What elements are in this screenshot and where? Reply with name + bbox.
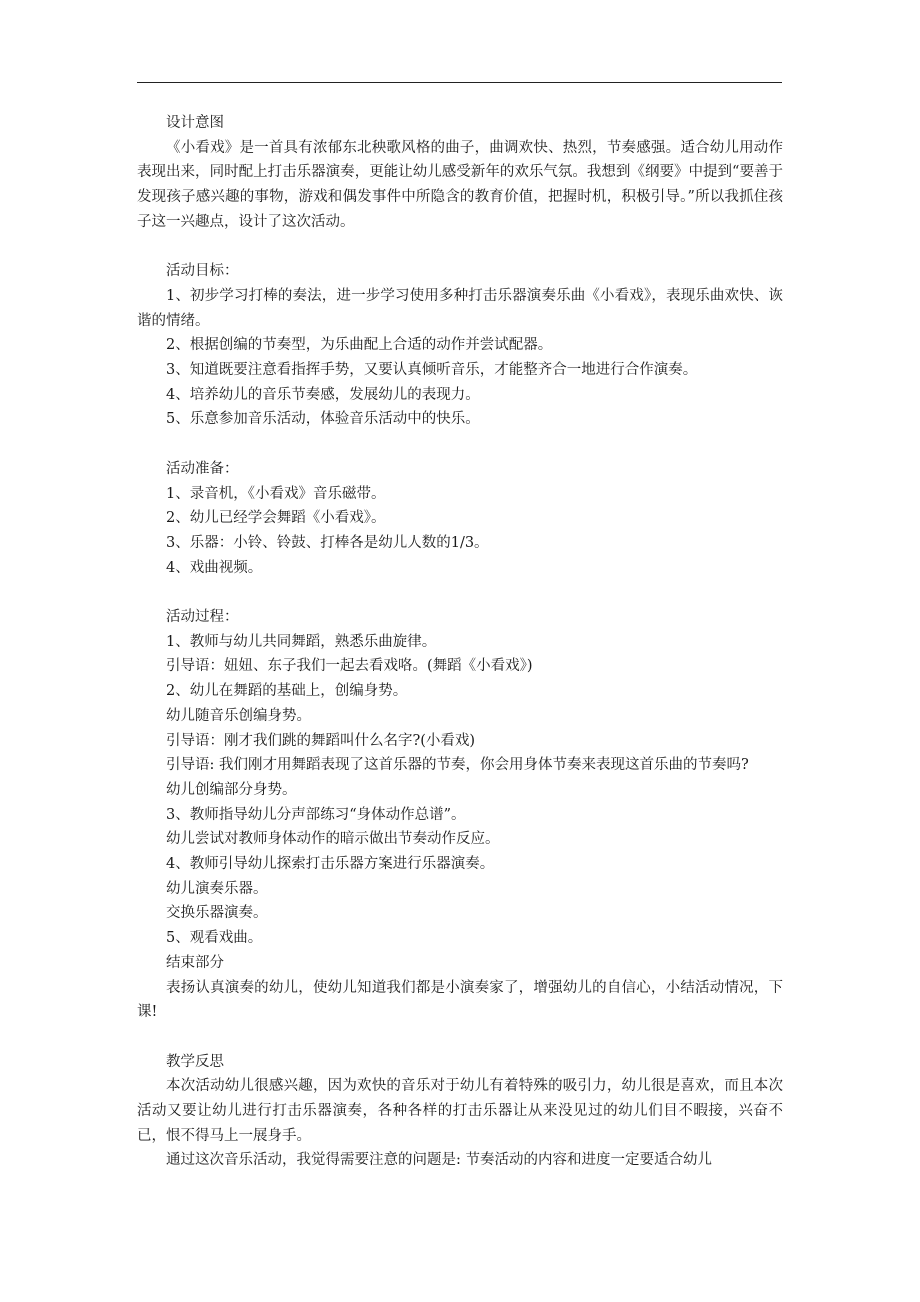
process-item: 引导语：妞妞、东子我们一起去看戏咯。(舞蹈《小看戏》) — [166, 658, 533, 675]
design-intent-paragraph: 《小看戏》是一首具有浓郁东北秧歌风格的曲子，曲调欢快、热烈，节奏感强。适合幼儿用动作表现出来，同时配上打击乐器演奏，更能让幼儿感受新年的欢乐气氛。我想到《纲要》中提到“要善于发现孩子感兴趣的事物，游戏和偶发事件中所隐含的教育价值，把握时机，积极引导。”所以我抓住孩子这一兴趣点，设计了这次活动。 — [137, 139, 783, 230]
process-heading: 活动过程： — [166, 609, 239, 626]
process-item: 5、观看戏曲。 — [166, 930, 263, 947]
process-item: 2、幼儿在舞蹈的基础上，创编身势。 — [166, 683, 408, 700]
process-item: 3、教师指导幼儿分声部练习“身体动作总谱”。 — [166, 806, 466, 823]
ending-paragraph: 表扬认真演奏的幼儿，使幼儿知道我们都是小演奏家了，增强幼儿的自信心，小结活动情况，下课! — [137, 979, 783, 1021]
goal-item: 5、乐意参加音乐活动，体验音乐活动中的快乐。 — [166, 411, 480, 428]
process-item: 幼儿随音乐创编身势。 — [166, 707, 311, 724]
preparation-item: 1、录音机，《小看戏》音乐磁带。 — [166, 485, 386, 502]
process-item: 4、教师引导幼儿探索打击乐器方案进行乐器演奏。 — [166, 856, 495, 873]
process-item: 引导语: 我们刚才用舞蹈表现了这首乐器的节奏，你会用身体节奏来表现这首乐曲的节奏吗? — [166, 757, 749, 774]
reflection-heading: 教学反思 — [166, 1053, 224, 1070]
preparation-item: 4、戏曲视频。 — [166, 559, 263, 576]
document-body — [137, 111, 783, 1173]
preparation-item: 3、乐器：小铃、铃鼓、打棒各是幼儿人数的1/3。 — [166, 534, 489, 551]
preparation-item: 2、幼儿已经学会舞蹈《小看戏》。 — [166, 510, 386, 527]
process-item: 幼儿创编部分身势。 — [166, 781, 297, 798]
header-rule — [137, 82, 782, 83]
preparation-heading: 活动准备： — [166, 460, 239, 477]
reflection-paragraph: 通过这次音乐活动，我觉得需要注意的问题是: 节奏活动的内容和进度一定要适合幼儿 — [166, 1152, 712, 1169]
process-item: 幼儿演奏乐器。 — [166, 880, 268, 897]
goal-item: 2、根据创编的节奏型，为乐曲配上合适的动作并尝试配器。 — [166, 337, 553, 354]
goal-item: 3、知道既要注意看指挥手势，又要认真倾听音乐，才能整齐合一地进行合作演奏。 — [166, 362, 698, 379]
goals-heading: 活动目标： — [166, 263, 239, 280]
process-item: 幼儿尝试对教师身体动作的暗示做出节奏动作反应。 — [166, 831, 500, 848]
ending-heading: 结束部分 — [166, 954, 224, 971]
process-item: 交换乐器演奏。 — [166, 905, 268, 922]
goal-item: 4、培养幼儿的音乐节奏感，发展幼儿的表现力。 — [166, 386, 480, 403]
reflection-paragraph: 本次活动幼儿很感兴趣，因为欢快的音乐对于幼儿有着特殊的吸引力，幼儿很是喜欢，而且本次活动又要让幼儿进行打击乐器演奏，各种各样的打击乐器让从来没见过的幼儿们目不暇接，兴奋不已，恨不得马上一展身手。 — [137, 1078, 783, 1144]
process-item: 1、教师与幼儿共同舞蹈，熟悉乐曲旋律。 — [166, 633, 437, 650]
design-intent-heading: 设计意图 — [166, 115, 224, 131]
goal-item: 1、初步学习打棒的奏法，进一步学习使用多种打击乐器演奏乐曲《小看戏》，表现乐曲欢快、诙谐的情绪。 — [137, 287, 783, 329]
process-item: 引导语：刚才我们跳的舞蹈叫什么名字?(小看戏) — [166, 732, 476, 749]
